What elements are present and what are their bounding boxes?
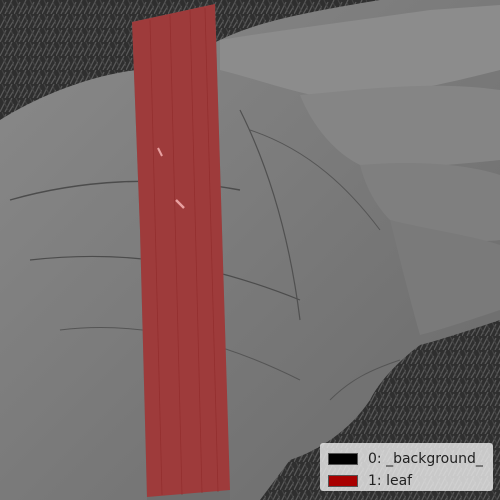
leaf-mask-overlay: [132, 4, 230, 497]
legend-swatch-background: [328, 453, 358, 465]
legend-swatch-leaf: [328, 475, 358, 487]
legend-label-leaf: 1: leaf: [368, 472, 413, 489]
legend-item-leaf: [328, 471, 485, 490]
legend: [320, 443, 493, 491]
legend-item-background: [328, 449, 485, 468]
legend-label-background: 0: _background_: [368, 450, 483, 467]
